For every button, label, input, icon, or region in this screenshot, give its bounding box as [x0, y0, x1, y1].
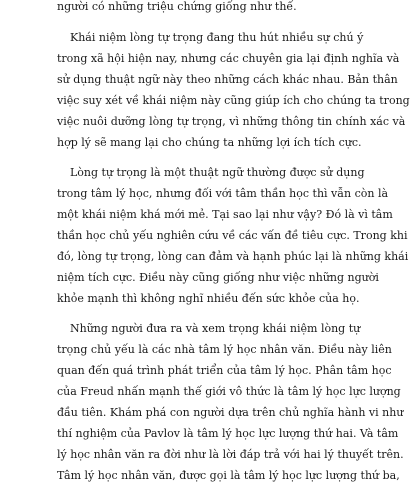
paragraph-3-line-4: đầu tiên. Khám phá con người dựa trên chủ nghĩa hành vi như [57, 406, 404, 419]
paragraph-2-line-3: thần học chủ yếu nghiên cứu về các vấn đề tiêu cực. Trong khi [57, 229, 408, 242]
paragraph-2-line-4: đó, lòng tự trọng, lòng can đảm và hạnh phúc lại là những khái [57, 250, 409, 263]
paragraph-0-line-0: người có những triệu chứng giống như thế. [57, 0, 297, 13]
paragraph-3-line-0: Những người đưa ra và xem trọng khái niệm lòng tự [70, 322, 361, 335]
paragraph-1-line-5: hợp lý sẽ mang lại cho chúng ta những lợi ích tích cực. [57, 136, 362, 149]
paragraph-3-line-5: thí nghiệm của Pavlov là tâm lý học lực lượng thứ hai. Và tâm [57, 427, 399, 440]
paragraph-3-line-3: của Freud nhấn mạnh thế giới vô thức là tâm lý học lực lượng [57, 385, 401, 398]
paragraph-1-line-4: việc nuôi dưỡng lòng tự trọng, vì những thông tin chính xác và [57, 115, 406, 128]
paragraph-2-line-6: khỏe mạnh thì không nghĩ nhiều đến sức khỏe của họ. [57, 292, 360, 305]
paragraph-1-line-0: Khái niệm lòng tự trọng đang thu hút nhiều sự chú ý [70, 31, 364, 44]
paragraph-3-line-7: Tâm lý học nhân văn, được gọi là tâm lý học lực lượng thứ ba, [57, 469, 400, 482]
paragraph-2-line-0: Lòng tự trọng là một thuật ngữ thường được sử dụng [70, 166, 365, 179]
paragraph-1-line-3: việc suy xét về khái niệm này cũng giúp ích cho chúng ta trong [57, 94, 410, 107]
paragraph-1-line-2: sử dụng thuật ngữ này theo những cách khác nhau. Bản thân [57, 73, 398, 86]
paragraph-1-line-1: trong xã hội hiện nay, nhưng các chuyên gia lại định nghĩa và [57, 52, 400, 65]
paragraph-2-line-1: trong tâm lý học, nhưng đối với tâm thần học thì vẫn còn là [57, 187, 389, 200]
paragraph-2-line-5: niệm tích cực. Điều này cũng giống như việc những người [57, 271, 379, 284]
paragraph-3-line-1: trọng chủ yếu là các nhà tâm lý học nhân văn. Điều này liên [57, 343, 392, 356]
paragraph-3-line-2: quan đến quá trình phát triển của tâm lý học. Phân tâm học [57, 364, 392, 377]
paragraph-2-line-2: một khái niệm khá mới mẻ. Tại sao lại như vậy? Đó là vì tâm [57, 208, 393, 221]
paragraph-3-line-6: lý học nhân văn ra đời như là lời đáp trả với hai lý thuyết trên. [57, 448, 404, 461]
